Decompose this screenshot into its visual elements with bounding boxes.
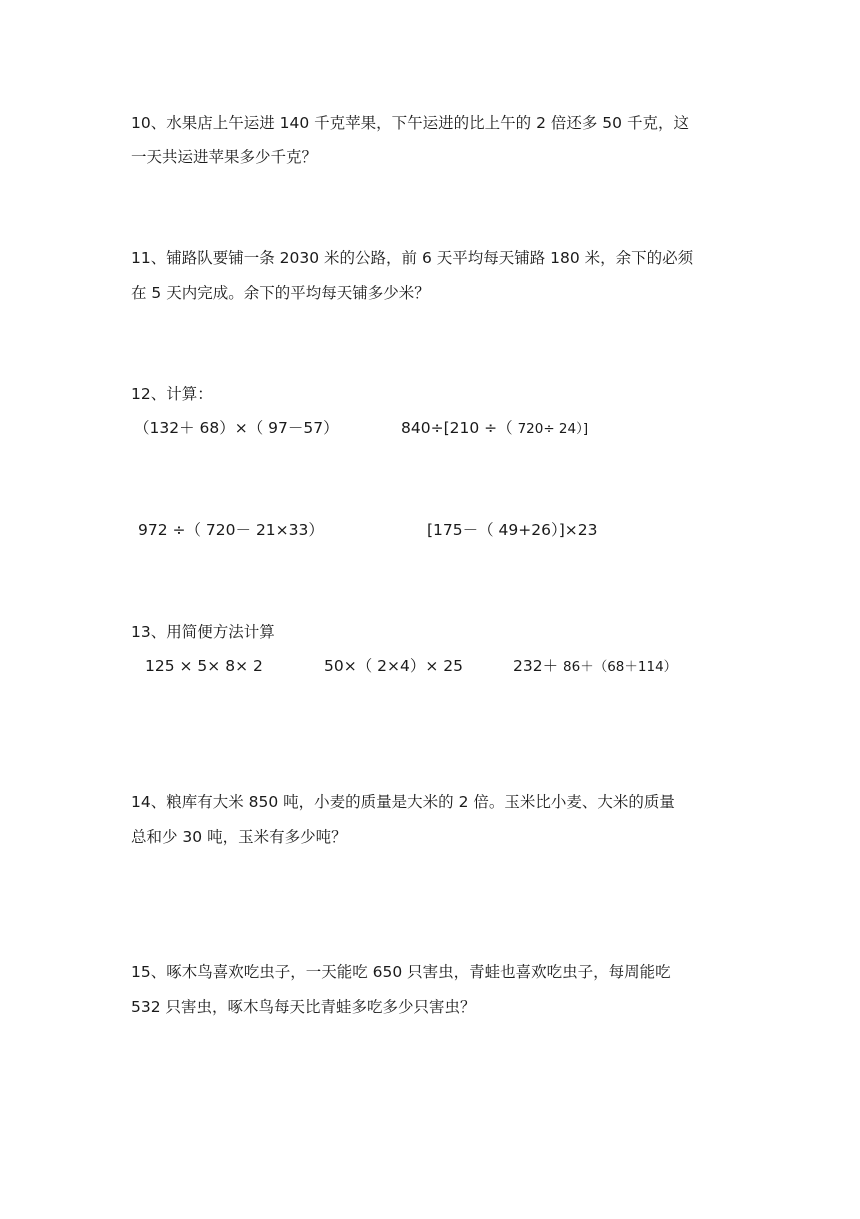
expression-13-2: 50×（ 2×4）× 25 [324,657,463,675]
expression-13-3-tail: 86＋（68＋114） [563,659,678,675]
expression-12-4: [175－（ 49+26）]×23 [427,521,598,539]
question-11-line-2: 在 5 天内完成。余下的平均每天铺多少米？ [131,284,430,302]
question-13-title: 13、用简便方法计算 [131,623,275,641]
expression-12-3: 972 ÷（ 720－ 21×33） [138,521,324,539]
expression-12-2-tail: 720÷ 24）] [517,421,589,437]
question-10-line-1: 10、水果店上午运进 140 千克苹果，下午运进的比上午的 2 倍还多 50 千克，这 [131,114,689,132]
expression-12-2 [401,421,588,437]
expression-12-2-main: 840÷[210 ÷（ [401,419,513,437]
question-10-line-2: 一天共运进苹果多少千克？ [131,148,318,166]
question-12-title: 12、计算： [131,385,213,403]
expression-13-3-main: 232＋ [513,657,559,675]
expression-12-1: （132＋ 68）×（ 97－57） [134,419,339,437]
question-14-line-2: 总和少 30 吨，玉米有多少吨？ [131,828,347,846]
expression-13-1: 125 × 5× 8× 2 [145,657,263,675]
question-15-line-2: 532 只害虫，啄木鸟每天比青蛙多吃多少只害虫？ [131,998,476,1016]
question-14-line-1: 14、粮库有大米 850 吨，小麦的质量是大米的 2 倍。玉米比小麦、大米的质量 [131,793,675,811]
expression-13-3 [513,659,677,675]
question-15-line-1: 15、啄木鸟喜欢吃虫子，一天能吃 650 只害虫，青蛙也喜欢吃虫子，每周能吃 [131,963,671,981]
question-11-line-1: 11、铺路队要铺一条 2030 米的公路，前 6 天平均每天铺路 180 米，余下的必须 [131,249,694,267]
